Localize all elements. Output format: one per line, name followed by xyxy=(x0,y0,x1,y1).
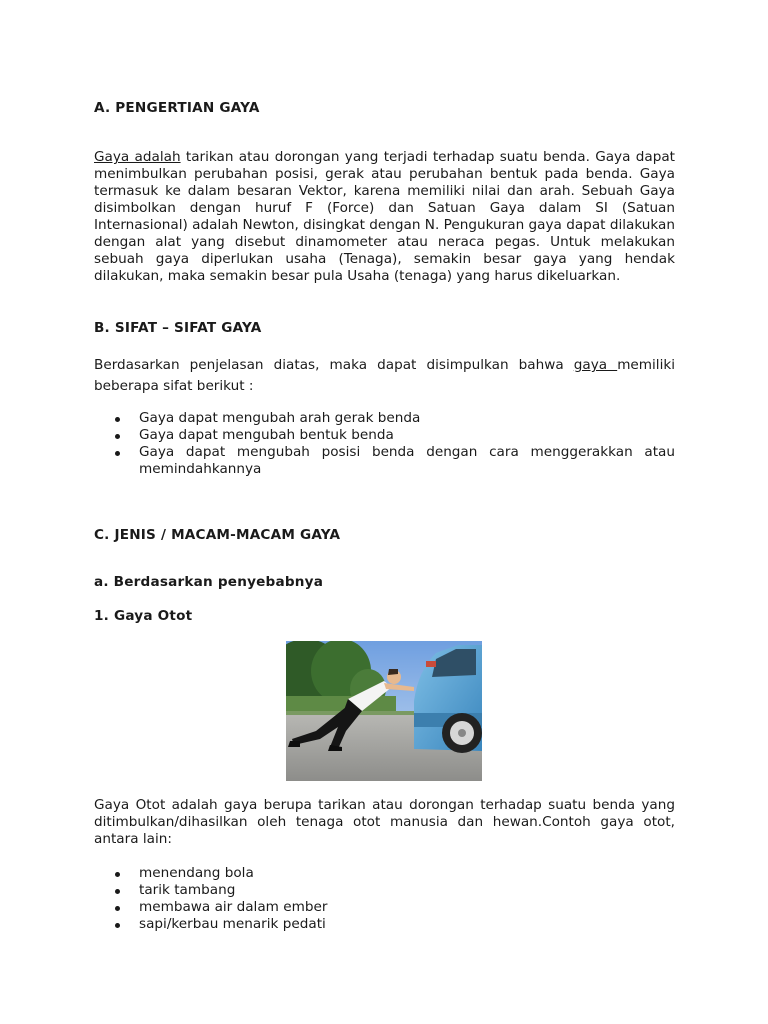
list-item xyxy=(94,882,675,899)
contoh-gaya-otot-list xyxy=(94,865,675,933)
gaya-adalah-link[interactable]: Gaya adalah xyxy=(94,149,181,165)
sifat-gaya-list xyxy=(94,410,675,478)
section-b-intro-text: Berdasarkan penjelasan diatas, maka dapat disimpulkan bahwa xyxy=(94,357,574,373)
gaya-otot-heading: 1. Gaya Otot xyxy=(94,608,193,624)
gaya-otot-paragraph: Gaya Otot adalah gaya berupa tarikan atau dorongan terhadap suatu benda yang ditimbulkan/dihasilkan oleh tenaga otot manusia dan hewan.Contoh gaya otot, antara lain: xyxy=(94,797,675,847)
gaya-link[interactable]: gaya xyxy=(573,357,618,373)
section-b-intro-text-2: memiliki beberapa sifat berikut : xyxy=(94,357,676,394)
list-item xyxy=(94,916,675,933)
section-a-heading: A. PENGERTIAN GAYA xyxy=(94,100,260,116)
list-item-text: tarik tambang xyxy=(139,882,236,898)
list-item-text: Gaya dapat mengubah bentuk benda xyxy=(139,427,394,443)
list-item-text: membawa air dalam ember xyxy=(139,899,328,915)
section-b-heading: B. SIFAT – SIFAT GAYA xyxy=(94,320,262,336)
list-item xyxy=(94,865,675,882)
list-item xyxy=(94,410,675,427)
bullet-icon xyxy=(115,434,120,439)
subsection-a-heading: a. Berdasarkan penyebabnya xyxy=(94,574,324,590)
list-item xyxy=(94,444,675,478)
list-item xyxy=(94,427,675,444)
list-item xyxy=(94,899,675,916)
list-item-text: Gaya dapat mengubah posisi benda dengan cara menggerakkan atau memindahkannya xyxy=(139,444,675,477)
section-c-heading: C. JENIS / MACAM-MACAM GAYA xyxy=(94,527,341,543)
bullet-icon xyxy=(115,451,120,456)
man-pushing-car-photo xyxy=(286,641,482,781)
bullet-icon xyxy=(115,906,120,911)
bullet-icon xyxy=(115,889,120,894)
bullet-icon xyxy=(115,872,120,877)
bullet-icon xyxy=(115,923,120,928)
bullet-icon xyxy=(115,417,120,422)
list-item-text: sapi/kerbau menarik pedati xyxy=(139,916,326,932)
section-a-paragraph xyxy=(94,149,675,285)
section-a-text: tarikan atau dorongan yang terjadi terhadap suatu benda. Gaya dapat menimbulkan perubahan posisi, gerak atau perubahan bentuk pada benda. Gaya termasuk ke dalam besaran Vektor, karena memiliki nilai dan arah. Sebuah Gaya disimbolkan dengan huruf F (Force) dan Satuan Gaya dalam SI (Satuan Internasional) adalah Newton, disingkat dengan N. Pengukuran gaya dapat dilakukan dengan alat yang disebut dinamometer atau neraca pegas. Untuk melakukan sebuah gaya diperlukan usaha (Tenaga), semakin besar gaya yang hendak dilakukan, maka semakin besar pula Usaha (tenaga) yang harus dikeluarkan. xyxy=(94,149,675,284)
list-item-text: menendang bola xyxy=(139,865,254,881)
section-b-intro xyxy=(94,355,675,397)
list-item-text: Gaya dapat mengubah arah gerak benda xyxy=(139,410,421,426)
